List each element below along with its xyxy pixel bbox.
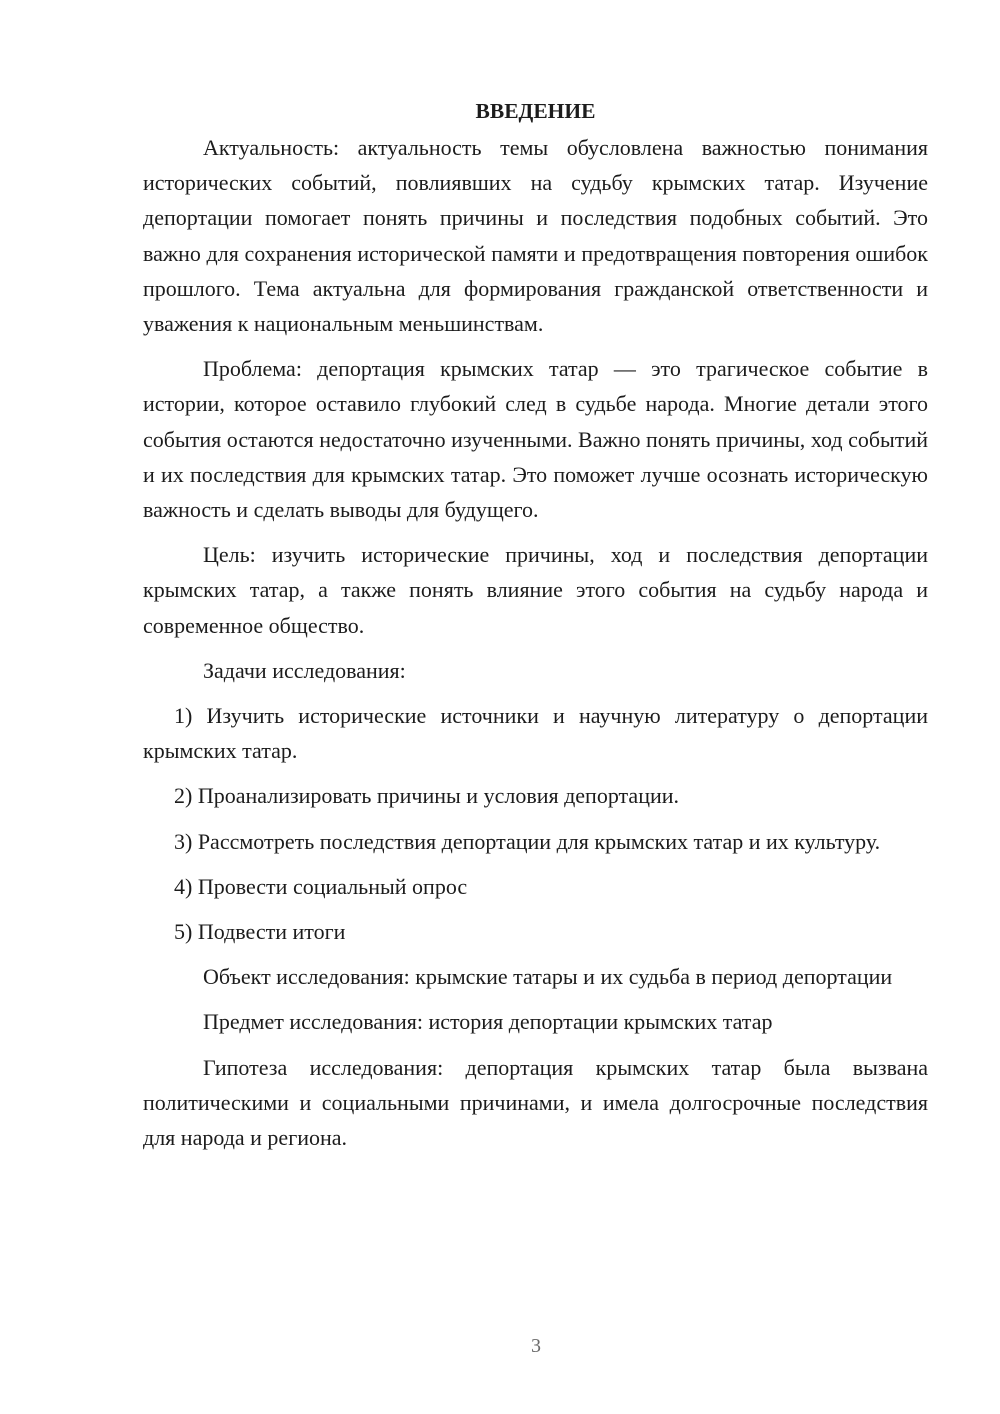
document-body bbox=[143, 96, 928, 1155]
page-number: 3 bbox=[531, 1335, 541, 1357]
tasks-list bbox=[143, 698, 928, 949]
problem-paragraph: Проблема: депортация крымских татар — это трагическое событие в истории, которое оставило глубокий след в судьбе народа. Многие детали этого события остаются недостаточно изученными. Важно понять причины, ход событий и их последствия для крымских татар. Это поможет лучше осознать историческую важность и сделать выводы для будущего. bbox=[143, 356, 928, 523]
object-paragraph: Объект исследования: крымские татары и их судьба в период депортации bbox=[203, 964, 893, 990]
list-item: 2) Проанализировать причины и условия депортации. bbox=[174, 783, 680, 809]
list-item: 4) Провести социальный опрос bbox=[174, 873, 468, 899]
goal-paragraph: Цель: изучить исторические причины, ход и последствия депортации крымских татар, а также понять влияние этого события на судьбу народа и современное общество. bbox=[143, 542, 928, 638]
relevance-paragraph: Актуальность: актуальность темы обусловлена важностью понимания исторических событий, повлиявших на судьбу крымских татар. Изучение депортации помогает понять причины и последствия подобных событий. Это важно для сохранения исторической памяти и предотвращения повторения ошибок прошлого. Тема актуальна для формирования гражданской ответственности и уважения к национальным меньшинствам. bbox=[143, 135, 928, 337]
list-item: 3) Рассмотреть последствия депортации для крымских татар и их культуру. bbox=[174, 828, 881, 854]
hypothesis-paragraph: Гипотеза исследования: депортация крымских татар была вызвана политическими и социальными причинами, и имела долгосрочные последствия для народа и региона. bbox=[143, 1054, 928, 1151]
tasks-heading: Задачи исследования: bbox=[203, 657, 406, 683]
list-item: 1) Изучить исторические источники и научную литературу о депортации крымских татар. bbox=[143, 703, 928, 764]
subject-paragraph: Предмет исследования: история депортации крымских татар bbox=[203, 1009, 773, 1035]
list-item: 5) Подвести итоги bbox=[174, 919, 346, 945]
section-title: ВВЕДЕНИЕ bbox=[475, 99, 596, 123]
